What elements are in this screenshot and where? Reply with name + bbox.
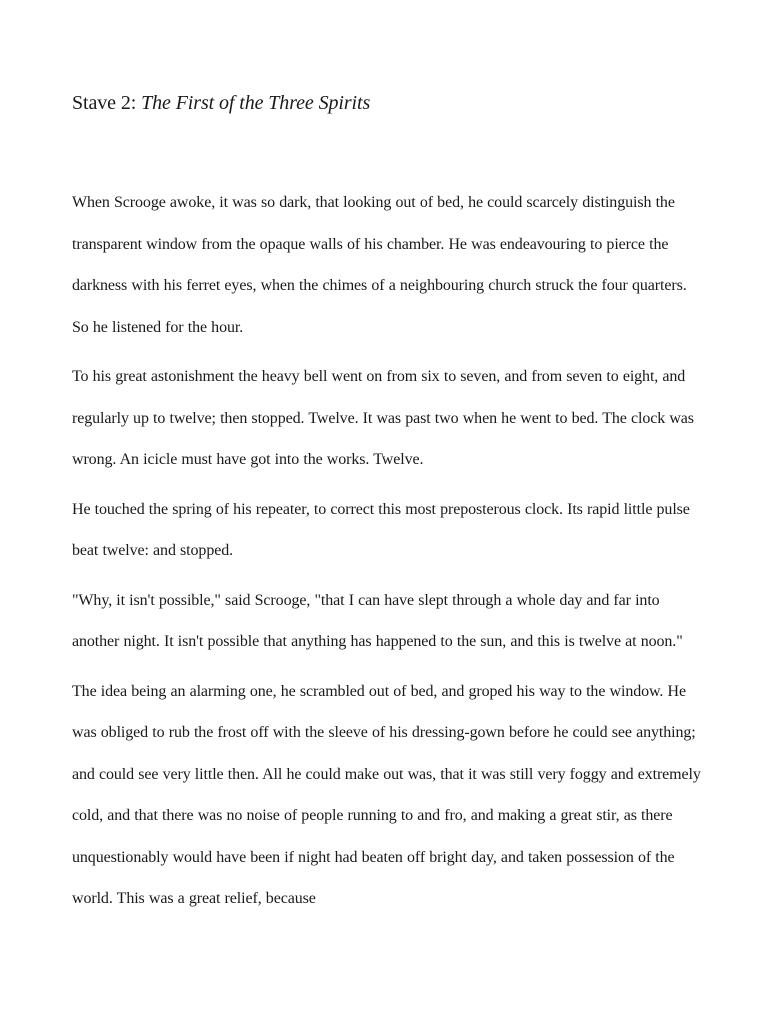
paragraph: He touched the spring of his repeater, to correct this most preposterous clock. Its rapid little pulse beat twelve: and stopped. — [72, 500, 690, 559]
paragraph: To his great astonishment the heavy bell went on from six to seven, and from seven to eight, and regularly up to twelve; then stopped. Twelve. It was past two when he went to bed. The clock was wrong. An icicle must have got into the works. Twelve. — [72, 368, 694, 468]
paragraph: "Why, it isn't possible," said Scrooge, "that I can have slept through a whole day and far into another night. It isn't possible that anything has happened to the sun, and this is twelve at noon." — [72, 591, 683, 650]
chapter-title — [72, 88, 706, 118]
chapter-title-prefix: Stave 2: — [72, 92, 142, 114]
paragraph: The idea being an alarming one, he scrambled out of bed, and groped his way to the window. He was obliged to rub the frost off with the sleeve of his dressing-gown before he could see anything; and could see very little then. All he could make out was, that it was still very foggy and extremely cold, and that there was no noise of people running to and fro, and making a great stir, as there unquestionably would have been if night had beaten off bright day, and taken possession of the world. This was a great relief, because — [72, 682, 701, 907]
paragraph: When Scrooge awoke, it was so dark, that looking out of bed, he could scarcely distinguish the transparent window from the opaque walls of his chamber. He was endeavouring to pierce the darkness with his ferret eyes, when the chimes of a neighbouring church struck the four quarters. So he listened for the hour. — [72, 194, 687, 336]
chapter-subtitle: The First of the Three Spirits — [141, 92, 371, 114]
